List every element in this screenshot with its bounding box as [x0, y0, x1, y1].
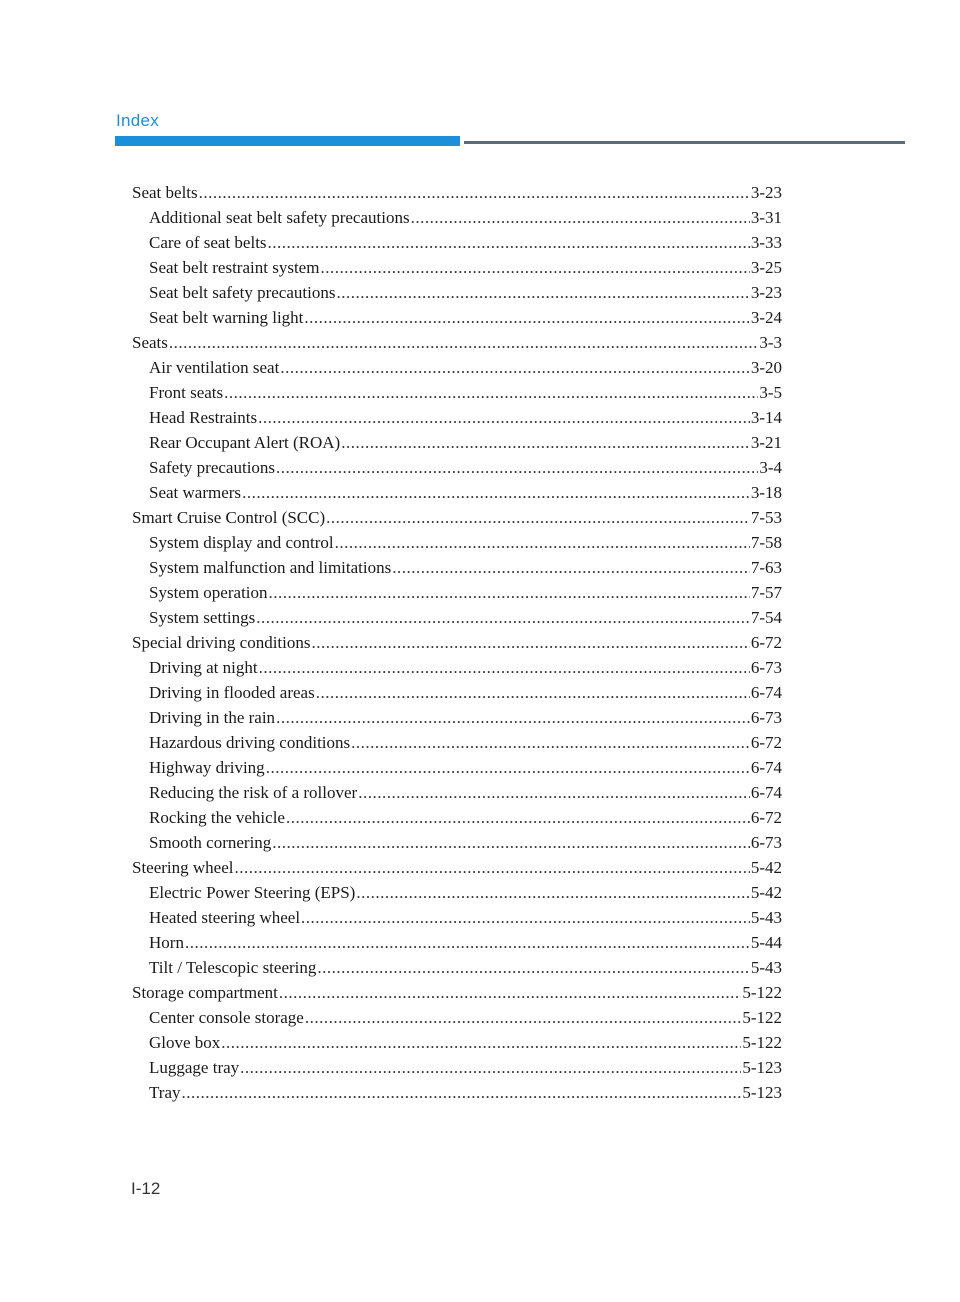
index-subentry [132, 755, 782, 780]
dot-leader [411, 205, 750, 230]
dot-leader [326, 505, 750, 530]
entry-page-ref: 5-43 [750, 958, 782, 977]
dot-leader [311, 630, 749, 655]
dot-leader [272, 830, 750, 855]
index-list [132, 180, 782, 1105]
dot-leader [199, 180, 750, 205]
index-subentry [132, 480, 782, 505]
entry-page-ref: 6-74 [750, 758, 782, 777]
index-subentry [132, 355, 782, 380]
page-number: I-12 [131, 1179, 161, 1198]
entry-label: Smooth cornering [149, 833, 272, 852]
dot-leader [356, 880, 750, 905]
entry-label: Tilt / Telescopic steering [149, 958, 317, 977]
index-entry [132, 330, 782, 355]
entry-page-ref: 3-21 [750, 433, 782, 452]
dot-leader [304, 305, 749, 330]
header-rule [464, 141, 905, 144]
dot-leader [286, 805, 750, 830]
index-subentry [132, 455, 782, 480]
entry-page-ref: 5-43 [750, 908, 782, 927]
dot-leader [279, 980, 741, 1005]
dot-leader [316, 680, 750, 705]
entry-page-ref: 7-63 [750, 558, 782, 577]
entry-label: System malfunction and limitations [149, 558, 392, 577]
index-subentry [132, 730, 782, 755]
entry-page-ref: 3-5 [759, 383, 782, 402]
entry-label: Horn [149, 933, 184, 952]
header-accent-bar [115, 136, 460, 146]
dot-leader [392, 555, 750, 580]
entry-page-ref: 5-123 [742, 1058, 782, 1077]
dot-leader [256, 605, 750, 630]
entry-page-ref: 7-58 [750, 533, 782, 552]
entry-label: Rocking the vehicle [149, 808, 285, 827]
entry-page-ref: 5-44 [750, 933, 782, 952]
entry-page-ref: 5-42 [750, 858, 782, 877]
entry-page-ref: 3-23 [750, 283, 782, 302]
entry-label: System display and control [149, 533, 334, 552]
dot-leader [169, 330, 758, 355]
index-subentry [132, 555, 782, 580]
dot-leader [336, 280, 749, 305]
entry-page-ref: 5-122 [742, 983, 782, 1002]
dot-leader [240, 1055, 741, 1080]
entry-label: Care of seat belts [149, 233, 267, 252]
entry-label: Glove box [149, 1033, 221, 1052]
entry-label: Air ventilation seat [149, 358, 280, 377]
entry-label: Steering wheel [132, 858, 234, 877]
index-subentry [132, 955, 782, 980]
dot-leader [266, 755, 750, 780]
index-entry [132, 180, 782, 205]
dot-leader [242, 480, 750, 505]
index-subentry [132, 680, 782, 705]
entry-page-ref: 3-18 [750, 483, 782, 502]
dot-leader [182, 1080, 742, 1105]
dot-leader [301, 905, 750, 930]
dot-leader [358, 780, 750, 805]
index-subentry [132, 530, 782, 555]
entry-page-ref: 3-20 [750, 358, 782, 377]
index-subentry [132, 405, 782, 430]
index-subentry [132, 830, 782, 855]
entry-page-ref: 6-74 [750, 783, 782, 802]
index-subentry [132, 1055, 782, 1080]
index-entry [132, 855, 782, 880]
dot-leader [276, 705, 750, 730]
index-subentry [132, 280, 782, 305]
dot-leader [317, 955, 749, 980]
index-subentry [132, 580, 782, 605]
dot-leader [335, 530, 750, 555]
entry-page-ref: 6-74 [750, 683, 782, 702]
entry-page-ref: 6-73 [750, 708, 782, 727]
entry-label: Safety precautions [149, 458, 276, 477]
dot-leader [221, 1030, 741, 1055]
entry-label: Additional seat belt safety precautions [149, 208, 410, 227]
entry-page-ref: 6-73 [750, 658, 782, 677]
index-entry [132, 980, 782, 1005]
entry-page-ref: 5-122 [742, 1033, 782, 1052]
entry-label: Seat belt safety precautions [149, 283, 336, 302]
entry-page-ref: 3-23 [750, 183, 782, 202]
entry-page-ref: 6-72 [750, 633, 782, 652]
dot-leader [280, 355, 750, 380]
entry-page-ref: 3-31 [750, 208, 782, 227]
entry-label: Smart Cruise Control (SCC) [132, 508, 326, 527]
index-subentry [132, 205, 782, 230]
entry-label: Driving in flooded areas [149, 683, 315, 702]
entry-page-ref: 5-123 [742, 1083, 782, 1102]
entry-label: Electric Power Steering (EPS) [149, 883, 356, 902]
entry-label: Driving in the rain [149, 708, 276, 727]
entry-label: System settings [149, 608, 256, 627]
dot-leader [269, 580, 750, 605]
entry-label: Seats [132, 333, 168, 352]
entry-page-ref: 3-24 [750, 308, 782, 327]
entry-label: Heated steering wheel [149, 908, 301, 927]
entry-label: Reducing the risk of a rollover [149, 783, 358, 802]
index-subentry [132, 655, 782, 680]
dot-leader [268, 230, 750, 255]
index-subentry [132, 255, 782, 280]
entry-label: Luggage tray [149, 1058, 240, 1077]
entry-page-ref: 3-33 [750, 233, 782, 252]
entry-label: Driving at night [149, 658, 258, 677]
entry-label: Tray [149, 1083, 181, 1102]
entry-label: Seat belts [132, 183, 198, 202]
entry-page-ref: 7-57 [750, 583, 782, 602]
entry-page-ref: 7-53 [750, 508, 782, 527]
entry-page-ref: 6-72 [750, 733, 782, 752]
dot-leader [235, 855, 750, 880]
dot-leader [259, 655, 750, 680]
index-subentry [132, 705, 782, 730]
index-subentry [132, 605, 782, 630]
section-title: Index [116, 111, 160, 130]
entry-label: Front seats [149, 383, 224, 402]
index-subentry [132, 230, 782, 255]
index-subentry [132, 1030, 782, 1055]
entry-page-ref: 6-72 [750, 808, 782, 827]
index-subentry [132, 380, 782, 405]
entry-label: Center console storage [149, 1008, 304, 1027]
entry-page-ref: 6-73 [750, 833, 782, 852]
entry-label: Special driving conditions [132, 633, 311, 652]
entry-label: Seat belt warning light [149, 308, 304, 327]
dot-leader [276, 455, 758, 480]
entry-label: Seat belt restraint system [149, 258, 320, 277]
index-subentry [132, 880, 782, 905]
entry-page-ref: 5-42 [750, 883, 782, 902]
entry-page-ref: 5-122 [742, 1008, 782, 1027]
entry-page-ref: 7-54 [750, 608, 782, 627]
index-entry [132, 505, 782, 530]
index-subentry [132, 780, 782, 805]
index-subentry [132, 930, 782, 955]
entry-page-ref: 3-14 [750, 408, 782, 427]
index-subentry [132, 805, 782, 830]
dot-leader [305, 1005, 741, 1030]
index-subentry [132, 1080, 782, 1105]
dot-leader [351, 730, 750, 755]
index-subentry [132, 905, 782, 930]
index-subentry [132, 305, 782, 330]
index-subentry [132, 430, 782, 455]
dot-leader [258, 405, 750, 430]
dot-leader [224, 380, 758, 405]
entry-page-ref: 3-3 [759, 333, 782, 352]
entry-label: Seat warmers [149, 483, 242, 502]
entry-label: Rear Occupant Alert (ROA) [149, 433, 341, 452]
index-entry [132, 630, 782, 655]
index-subentry [132, 1005, 782, 1030]
entry-label: Hazardous driving conditions [149, 733, 351, 752]
entry-label: System operation [149, 583, 268, 602]
dot-leader [320, 255, 749, 280]
entry-label: Storage compartment [132, 983, 278, 1002]
dot-leader [341, 430, 750, 455]
entry-label: Highway driving [149, 758, 265, 777]
entry-label: Head Restraints [149, 408, 258, 427]
entry-page-ref: 3-25 [750, 258, 782, 277]
entry-page-ref: 3-4 [759, 458, 782, 477]
dot-leader [185, 930, 750, 955]
